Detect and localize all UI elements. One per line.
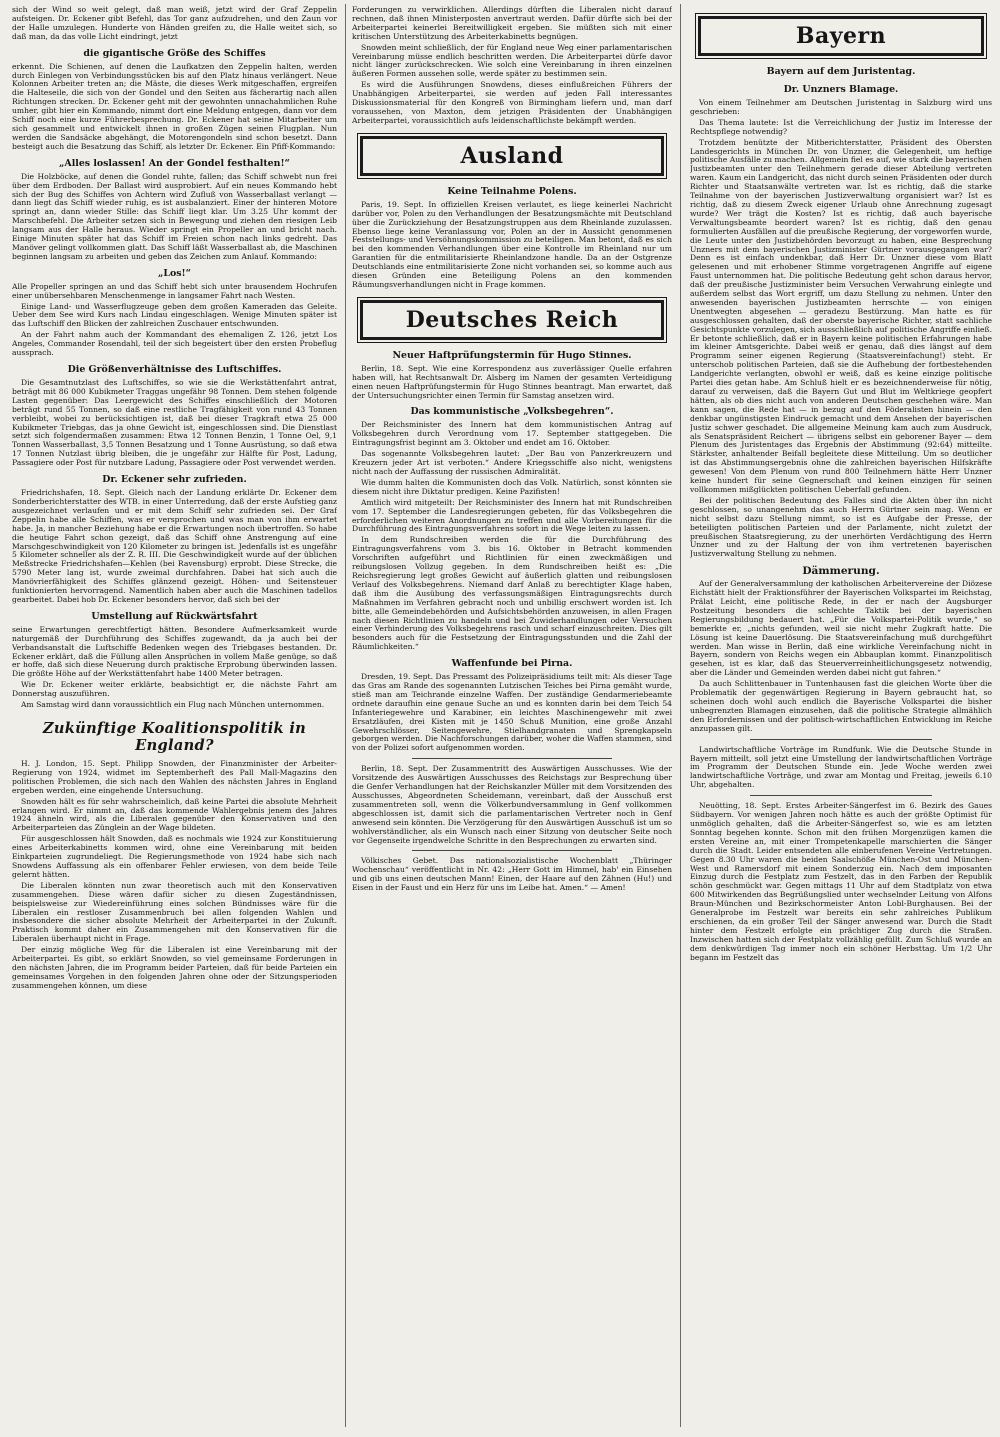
paragraph: Forderungen zu verwirklichen. Allerdings dürften die Liberalen nicht darauf rechnen, daß ihnen Ministerposten anvertraut werden. Dafür dürfte sich bei der Arbeiterpartei keinerlei Bereitwilligkeit ergeben. Sie müßten sich mit einer kritischen Unterstützung des Arbeiterkabinetts begnügen. xyxy=(352,6,672,41)
command-shout: „Los!“ xyxy=(157,267,192,279)
column-1 xyxy=(12,6,337,1429)
subheading: Neuer Haftprüfungstermin für Hugo Stinnes. xyxy=(392,349,632,361)
subheading: Die Größenverhältnisse des Luftschiffes. xyxy=(67,364,282,375)
column-rule xyxy=(680,4,681,1427)
subheading: Bayern auf dem Juristentag. xyxy=(766,66,916,77)
column-rule xyxy=(345,4,346,1427)
paragraph: Berlin, 18. Sept. Wie eine Korrespondenz aus zuverlässiger Quelle erfahren haben will, hat Rechtsanwalt Dr. Alsberg im Namen der gesamten Verteidigung einen neuen Haftprüfungstermin für Hugo Stinnes beantragt. Man erwartet, daß der Untersuchungsrichter einen Termin für Samstag ansetzen wird. xyxy=(352,363,672,400)
subheading: Waffenfunde bei Pirna. xyxy=(451,658,573,670)
paragraph: Neuötting, 18. Sept. Erstes Arbeiter-Sängerfest im 6. Bezirk des Gaues Südbayern. Vor wenigen Jahren noch hätte es auch der größte Optimist für unmöglich gehalten, daß die Arbeiter-Sängerfest so, wie es am letzten Sonntag begehen konnte. Schon mit den frühen Morgenzügen kamen die ersten Vereine an, mit einer Trompetenkapelle marschierten die Sänger durch die Stadt. Leider entsendeten alle einberufenen Vereine Vertretungen. Gegen 8.30 Uhr waren die beiden Saalschöße München-Ost und München-West und Ramersdorf mit einem Sonderzug ein. Nach dem imposanten Einzug durch die Festplatz zum Festzelt, das in den Farben der Republik schön geschmückt war. Gegen mittags 11 Uhr auf dem Stadtplatz von etwa 600 Mitwirkenden das Begrüßungslied unter wechselnder Leitung von Alfons Braun-München und Bezirkschormeister Anton Lobl-Burghausen. Bei der Generalprobe im Festzelt war bereits ein sehr zahlreiches Publikum erschienen, da ein großer Teil der Sänger anwesend war. Durch die Stadt hinter dem Festzelt erfolgte ein prächtiger Zug durch die Straßen. Inzwischen hatten sich der Festplatz vollzählig gefüllt. Zum Schluß wurde an dem denkwürdigen Tag immer noch ein schöner Herbsttag. Um 1/2 Uhr begann im Festzelt das xyxy=(690,801,992,962)
paragraph: Snowden hält es für sehr wahrscheinlich, daß keine Partei die absolute Mehrheit erlangen wird. Er nimmt an, daß das kommende Wahlergebnis jenem des Jahres 1924 ähneln wird, als die Liberalen gegenüber den Konservativen und den Arbeiterparteien das Zünglein an der Wage bildeten. xyxy=(12,796,337,833)
paragraph: Es wird die Ausführungen Snowdens, dieses einflußreichen Führers der Unabhängigen Arbeiterpartei, sie werden auf jeden Fall interessantes Diskussionsmaterial für den Kongreß von Birmingham liefern und, man darf voraussehen, von Maxton, dem jetzigen Präsidenten der Unabhängigen Arbeiterpartei, voraussichtlich aufs leidenschaftlichste bekämpft werden. xyxy=(352,80,672,125)
subheading: Das kommunistische „Volksbegehren“. xyxy=(410,406,614,418)
paragraph: Wie dumm halten die Kommunisten doch das Volk. Natürlich, sonst könnten sie diesem nicht ihre Diktatur predigen. Keine Pazifisten! xyxy=(352,477,672,496)
paragraph: Von einem Teilnehmer am Deutschen Juristentag in Salzburg wird uns geschrieben: xyxy=(690,98,992,116)
separator-line xyxy=(750,739,932,740)
section-header-bayern: Bayern xyxy=(698,16,984,56)
subheading: Dämmerung. xyxy=(802,565,880,578)
paragraph: Das Thema lautete: Ist die Verreichlichung der Justiz im Interesse der Rechtspflege notwendig? xyxy=(690,117,992,136)
paragraph: Die Gesamtnutzlast des Luftschiffes, so wie sie die Werkstättenfahrt antrat, beträgt mit 86 000 Kubikmeter Traggas ungefähr 98 Tonnen. Dem stehen folgende Lasten gegenüber: Das Leergewicht des Schiffes einschließlich der Motoren beträgt rund 55 Tonnen, so daß eine restliche Tragfähigkeit von rund 43 Tonnen verbleibt, wobei zu berücksichtigen ist, daß bei dieser Tragkraft etwa 25 000 Kubikmeter Triebgas, das ja ohne Gewicht ist, eingeschlossen sind. Die Dienstlast setzt sich folgendermaßen zusammen: Etwa 12 Tonnen Benzin, 1 Tonne Oel, 9,1 Tonnen Wasserballast, 3,5 Tonnen Besatzung und 1 Tonne Ausrüstung, so daß etwa 17 Tonnen Nutzlast übrig bleiben, die je ungefähr zur Hälfte für Post, Ladung, Passagiere oder Post für nutzbare Ladung, Passagiere oder Post verwendet werden. xyxy=(12,378,337,468)
paragraph: Alle Propeller springen an und das Schiff hebt sich unter brausendem Hochrufen einer unübersehbaren Menschenmenge in langsamer Fahrt nach Westen. xyxy=(12,281,337,300)
paragraph: Der einzig mögliche Weg für die Liberalen ist eine Vereinbarung mit der Arbeiterpartei. Es gibt, so erklärt Snowden, so viel gemeinsame Forderungen in den nächsten Jahren, die im Programm beider Parteien, daß für beide Parteien ein gemeinsames Vorgehen in den folgenden Jahren ohne oder der Sitzungsperioden zusammengehen können, um diese xyxy=(12,945,337,990)
paragraph: erkennt. Die Schienen, auf denen die Laufkatzen den Zeppelin halten, werden durch Einlegen von Verbindungsstücken bis auf den Platz hinaus verlängert. Neue Kolonnen Arbeiter treten an; die Mäste, die dieses Werk mitgeschaffen, ergreifen die Halteseile, die sich von der Gondel und den Seiten aus fächerartig nach allen Richtungen strecken. Dr. Eckener geht mit der gewohnten unnachahmlichen Ruhe umher, gibt hier ein Kommando, nimmt dort eine Meldung entgegen, dann vor dem Schiff noch eine kurze Führerbesprechung. Dr. Eckener hat seine Mitarbeiter um sich gesammelt und entwickelt ihnen in großen Zügen seinen Flugplan. Nun werden die Sandsäcke abgehängt, die Motorengondeln sind schon besetzt. Dann besteigt auch die Besatzung das Schiff, als letzter Dr. Eckener. Ein Pfiff-Kommando: xyxy=(12,61,337,151)
paragraph: H. J. London, 15. Sept. Philipp Snowden, der Finanzminister der Arbeiter-Regierung von 1924, widmet im Septemberheft des Pall Mall-Magazins den politischen Problemen, die sich nach den Wahlen des nächsten Jahres in England ergeben werden, eine eingehende Untersuchung. xyxy=(12,759,337,795)
paragraph: Die Liberalen könnten nun zwar theoretisch auch mit den Konservativen zusammengehen. Diese wären dafür sicher zu diesen Zugeständnissen, beispielsweise zur Wiedereinführung eines solchen Bündnisses wäre für die Liberalen ein restloser Zusammenbruch bei allen folgenden Wahlen und insbesondere die sicher absolute Mehrheit der Arbeiterpartei in der Zukunft. Praktisch kommt daher ein Zusammengehen mit den Konservativen für die Liberalen überhaupt nicht in Frage. xyxy=(12,880,337,944)
paragraph: In dem Rundschreiben werden die für die Durchführung des Eintragungsverfahrens vom 3. bis 16. Oktober in Betracht kommenden Vorschriften aufgeführt und Richtlinien für einen zweckmäßigen und reibungslosen Vollzug gegeben. In dem Rundschreiben heißt es: „Die Reichsregierung legt großes Gewicht auf äußerlich glatten und reibungslosen Verlauf des Volksbegehrens. Niemand darf Anlaß zu berechtigter Klage haben, daß ihm die Ausübung des verfassungsmäßigen Eintragungsrechts durch Maßnahmen im Verfahren gebracht noch und unbillig erschwert worden ist. Ich bitte, alle Gemeindebehörden und Aufsichtsbehörden anzuweisen, in allen Fragen nach diesen Richtlinien zu handeln und bei Zuwiderhandlungen oder Versuchen einer Verhinderung des Volksbegehrens rasch und scharf einzuschreiten. Dies gilt besonders auch für die Festsetzung der Eintragungsstunden und die Zahl der Räumlichkeiten.“ xyxy=(352,535,672,652)
paragraph: Am Samstag wird dann voraussichtlich ein Flug nach München unternommen. xyxy=(21,700,325,710)
paragraph: Auf der Generalversammlung der katholischen Arbeitervereine der Diözese Eichstätt hielt der Fraktionsführer der Bayerischen Volkspartei im Reichstag, Prälat Leicht, eine politische Rede, in der er nach der Augsburger Postzeitung besonders die schlechte Taktik bei der bayerischen Regierungsbildung bedauert hat. „Für die Volkspartei-Politik wurde,“ so bemerkte er, „nichts gefunden, weil sie nicht mehr Zugkraft hatte. Die Lösung ist keine Dauerlösung. Die Staatsvereinfachung muß durchgeführt werden. Man wisse in Berlin, daß eine wirkliche Vereinfachung nicht in Bayern, sondern von Reichs wegen ein Abbauplan kommt. Finanzpolitisch gesehen, ist es klar, daß das Steuerverreinheitlichungsgesetz notwendig, aber die Länder und Gemeinden werden dabei nicht gut fahren.“ xyxy=(690,579,992,678)
paragraph: Der Reichsminister des Innern hat dem kommunistischen Antrag auf Volksbegehren durch Verordnung vom 17. September stattgegeben. Die Eintragungsfrist beginnt am 3. Oktober und endet am 16. Oktober. xyxy=(352,420,672,448)
paragraph: Für ausgeschlossen hält Snowden, daß es nochmals wie 1924 zur Konstituierung eines Arbeiterkabinetts kommen wird, ohne eine Vereinbarung mit beiden Einkparteien zugrundeliegt. Die Regierungsmethode von 1924 habe sich nach Snowdens Auffassung als ein offenbarer Fehler erwiesen, von dem beide Teile gelernt hätten. xyxy=(12,834,337,879)
subheading: Umstellung auf Rückwärtsfahrt xyxy=(91,610,258,622)
paragraph: Berlin, 18. Sept. Der Zusammentritt des Auswärtigen Ausschusses. Wie der Vorsitzende des Auswärtigen Ausschusses des Reichstags zur Besprechung über die Genfer Verhandlungen hat der Reichskanzler Müller mit dem Vorsitzenden des Ausschusses, Abgeordneten Scheidemann, vereinbart, daß der Ausschuß erst zusammentreten soll, wenn die Völkerbundversammlung in Genf vollkommen abgeschlossen ist, damit sich die parlamentarischen Vertreter noch in Genf anwesend sein könnten. Die Verzögerung für den Auswärtigen Ausschuß ist um so wohlverständlicher, als ein Wunsch nach einer Sitzung von deutscher Seite noch vor Gegenseite irgendwelche Schritte in den Besprechungen zu erwarten sind. xyxy=(352,764,672,845)
paragraph: Trotzdem benützte der Mitberichterstatter, Präsident des Obersten Landesgerichts in München Dr. von Unzner, die Gelegenheit, um heftige politische Ausfälle zu machen. Allgemein fiel es auf, wie stark die bayerischen Justizbeamten unter den Teilnehmern gerade dieser Abteilung vertreten waren. Kaum ein Landgericht, das nicht durch seinen Präsidenten oder durch Richter und Staatsanwälte vertreten war. Ist es richtig, daß die starke Teilnahme von der bayerischen Justizverwaltung organisiert war? Ist es richtig, daß zu diesem Zweck eigener Urlaub ohne Anrechnung zugesagt wurde? Wer trägt die Kosten? Ist es richtig, daß auch bayerische Verwaltungsbeamte beordert waren? Ist es richtig, daß den genau formulierten Ausfällen auf die preußische Regierung, der vorgeworfen wurde, die Leute unter den Justizbehörden bevorzugt zu haben, eine Besprechung Unzners mit dem bayerischen Justizminister Gürtner vorausgegangen war? Denn es ist einfach undenkbar, daß Herr Dr. Unzner diese vom Blatt gelesenen und mit erhobener Stimme vorgetragenen Angriffe auf eigene Faust unternommen hat. Die politische Bedeutung geht schon daraus hervor, daß der preußische Justizminister beim Versuchen Verwahrung einlegte und außerdem selbst das Wort ergriff, um dazu Stellung zu nehmen. Unter den anwesenden bayerischen Justizbeamten herrschte — von einigen Unentwegten abgesehen — geradezu Bestürzung. Man hatte es für ausgeschlossen gehalten, daß der oberste bayerische Richter, statt sachliche Gesichtspunkte vorzulegen, sich ausschließlich auf politische Angriffe einließ. Er betonte schließlich, daß er in Bayern keine politischen Erfahrungen habe im kleiner Amtsgerichte. Dabei weiß er genau, daß dies längst auf dem Programm seiner eigenen Regierung (Staatsvereinfachung!) steht. Er unterschob politischen Parteien, daß sie die Aufhebung der fortbestehenden Landgerichte verlangten, obwohl er weiß, daß es keine einzige politische Partei dies getan habe. Am Schluß hielt er es bezeichnenderweise für nötig, darauf zu verweisen, daß die Bayern Gut und Blut im Weltkriege geopfert hätten, als ob dies nicht auch von anderen Deutschen geschehen wäre. Man kann sagen, die Rede hat — in bezug auf den Föderalisten hinein — den denkbar ungünstigsten Eindruck gemacht und dem Ansehen der bayerischen Justiz schwer geschadet. Die allgemeine Meinung kam auch zum Ausdruck, als Senatspräsident Reichert — übrigens selbst ein geborener Bayer — dem Plenum des Juristentages das Ergebnis der Abstimmung (92:64) mitteilte. Stärkster, anhaltender Beifall begleitete diese Mitteilung. Um so deutlicher ist das Abstimmungsergebnis ohne die zahlreichen bayerischen Hilfskräfte gewesen! Von dem Plenum von rund 800 Teilnehmern hätte Herr Unzner keine hundert für seine Gegnerschaft und keinen einzigen für seinen vollkommen mißglückten politischen Ueberfall gefunden. xyxy=(690,137,992,494)
paragraph: sich der Wind so weit gelegt, daß man weiß, jetzt wird der Graf Zeppelin aufsteigen. Dr. Eckener gibt Befehl, das Tor ganz aufzudrehen, und den Zaun vor der Halle umzulegen. Hunderte von Händen greifen zu, die Halle weitet sich, so daß man, da das volle Licht eindringt, jetzt xyxy=(12,6,337,41)
separator-line xyxy=(750,795,932,796)
paragraph: Paris, 19. Sept. In offiziellen Kreisen verlautet, es liege keinerlei Nachricht darüber vor, Polen zu den Verhandlungen der Besatzungsmächte mit Deutschland über die Zurückziehung der Besatzungstruppen aus dem Rheinlande zuzulassen. Ebenso liege keine Veranlassung vor, Polen an der in Aussicht genommenen Feststellungs- und Versöhnungskommission zu beteiligen. Man betont, daß es sich bei den kommenden Verhandlungen über eine Kontrolle im Rheinland nur um Garantien für die entmilitarisierte Rheinlandzone handle. Da an der Ostgrenze Deutschlands eine entmilitarisierte Zone nicht vorhanden sei, so komme auch aus diesen Gründen eine Beteiligung Polens an den kommenden Räumungsverhandlungen nicht in Frage kommen. xyxy=(352,199,672,289)
column-2 xyxy=(352,6,672,1429)
subheading: die gigantische Größe des Schiffes xyxy=(83,47,266,59)
paragraph: Völkisches Gebet. Das nationalsozialistische Wochenblatt „Thüringer Wochenschau“ veröffentlicht in Nr. 42: „Herr Gott im Himmel, hab' ein Einsehen und gib uns einen deutschen Mann! Einen, der Haare auf den Zähnen (Hu!) und Eisen in der Faust und ein Herz für uns im Leibe hat. Amen.“ — Amen! xyxy=(352,856,672,893)
paragraph: Die Holzböcke, auf denen die Gondel ruhte, fallen; das Schiff schwebt nun frei über dem Erdboden. Der Ballast wird ausprobiert. Auf ein neues Kommando hebt sich der Bug des Schiffes von Achtern wird Zufluß von Wasserballast verlangt — dann liegt das Schiff wieder ruhig, es ist ausbalanziert. Einer der hinteren Motore springt an, dann wieder Stille: das Schiff liegt klar. Um 3.25 Uhr kommt der Marschbefehl. Die Arbeiter setzen sich in Bewegung und ziehen den riesigen Leib langsam aus der Halle heraus. Wieder springt ein Propeller an und bricht nach. Einige Minuten später hat das Schiff im Freien schon nach links gedreht. Das Manöver gelingt vollkommen glatt. Das Schiff läßt Wasserballast ab, die Maschinen beginnen langsam zu arbeiten und geben das Zeichen zum Anlauf. Kommando: xyxy=(12,171,337,261)
paragraph: Snowden meint schließlich, der für England neue Weg einer parlamentarischen Vereinbarung müsse endlich beschritten werden. Die Arbeiterpartei dürfe davor nicht länger zurückschrecken. Wie solch eine Vereinbarung in ihren einzelnen äußeren Formen aussehen solle, werde später zu bestimmen sein. xyxy=(352,42,672,79)
command-shout: „Alles loslassen! An der Gondel festhalten!“ xyxy=(59,157,290,169)
column-3 xyxy=(690,6,992,1429)
article-headline: Zukünftige Koalitionspolitik in England? xyxy=(42,720,307,754)
paragraph: Bei der politischen Bedeutung des Falles sind die Akten über ihn nicht geschlossen, so unangenehm das auch Herrn Gürtner sein mag. Wenn er nicht selbst dazu Stellung nimmt, so ist es Aufgabe der Presse, der beteiligten politischen Parteien und der Parlamente, nicht zuletzt der preußischen Staatsregierung, zu der unerhörten Verdächtigung des Herrn Unzner und zu der Haltung der von ihm vertretenen bayerischen Justizverwaltung Stellung zu nehmen. xyxy=(690,495,992,559)
section-header-deutsches-reich: Deutsches Reich xyxy=(360,300,664,340)
paragraph: Das sogenannte Volksbegehren lautet: „Der Bau von Panzerkreuzern und Kreuzern jeder Art ist verboten.“ Andere Kriegsschiffe also nicht, wenigstens nicht nach der Auffassung der russischen Admiralität. xyxy=(352,449,672,476)
paragraph: Wie Dr. Eckener weiter erklärte, beabsichtigt er, die nächste Fahrt am Donnerstag auszuführen. xyxy=(12,680,337,699)
separator-line xyxy=(412,758,612,759)
paragraph: seine Erwartungen gerechtfertigt hätten. Besondere Aufmerksamkeit wurde naturgemäß der Durchführung des Schiffes zugewandt, da ja auch bei der Verbandsanstalt die Luftschiffe Bedenken wegen des Triebgases bestanden. Dr. Eckener erklärt, daß die Füllung allen Ansprüchen in vollem Maße genüge, so daß er hoffe, daß sich diese Neuerung durch praktische Erprobung überwinden lassen. Die größte Höhe auf der Werkstättenfahrt habe 1400 Meter betragen. xyxy=(12,624,337,679)
paragraph: An der Fahrt nahm auch der Kommandant des ehemaligen Z. 126, jetzt Los Angeles, Commander Rosendahl, teil der sich begeistert über den ersten Probeflug aussprach. xyxy=(12,330,337,358)
paragraph: Da auch Schlittenbauer in Tuntenhausen fast die gleichen Worte über die Problematik der gegenwärtigen Regierung in Bayern gebraucht hat, so scheinen doch wohl auch endlich die Bayerische Volkspartei die bisher unbegrenzten Blamagen einzusehen, daß die politische Strategie allmählich den Erfordernissen und der politisch-wirtschaftlichen Entwicklung im Reiche anzupassen gilt. xyxy=(690,679,992,733)
separator-line xyxy=(412,850,612,851)
paragraph: Landwirtschaftliche Vorträge im Rundfunk. Wie die Deutsche Stunde in Bayern mitteilt, soll jetzt eine Umstellung der landwirtschaftlichen Vorträge im Programm der Deutschen Stunde ein. Jede Woche werden zwei landwirtschaftliche Vorträge, und zwar am Montag und Freitag, jeweils 6.10 Uhr, abgehalten. xyxy=(690,744,992,790)
subheading: Keine Teilnahme Polens. xyxy=(447,185,577,197)
subheading: Dr. Eckener sehr zufrieden. xyxy=(102,474,247,486)
paragraph: Dresden, 19. Sept. Das Pressamt des Polizeipräsidiums teilt mit: Als dieser Tage das Gras am Rande des sogenannten Lutzischen Teiches bei Pirna gemäht wurde, stieß man am Teichrande einzelne Waffen. Der zuständige Gendarmeriebeamte ordnete daraufhin eine genaue Suche an und es konnten darin bei dem Teich 54 Infanteriegewehre und Karabiner, ein leichtes Maschinengewehr mit zwei Ersatzläufen, drei Kisten mit je 1450 Schuß Munition, eine große Anzahl Gewehrschlösser, Seitengewehre, Stielhandgranaten und Sprengkapseln geborgen werden. Die Nachforschungen darüber, woher die Waffen stammen, sind von der Polizei sofort aufgenommen worden. xyxy=(352,672,672,753)
paragraph: Friedrichshafen, 18. Sept. Gleich nach der Landung erklärte Dr. Eckener dem Sonderberichterstatter des WTB. in einer Unterredung, daß der erste Aufstieg ganz ausgezeichnet verlaufen und er mit dem Schiff sehr zufrieden sei. Der Graf Zeppelin habe alle Schiffen, was er versprochen und was man von ihm erwartet habe. Ja, in mancher Beziehung habe er die Erwartungen noch übertroffen. So habe die heutige Fahrt schon gezeigt, daß das Schiff ohne Anstrengung auf eine Marschgeschwindigkeit von 120 Kilometer zu bringen ist. Jedenfalls ist es ungefähr 5 Kilometer schneller als der Z. R. III. Die Geschwindigkeit wurde auf der üblichen Meßstrecke Friedrichshafen—Kehlen (bei Ravensburg) erprobt. Diese Strecke, die 5790 Meter lang ist, wurde zweimal durchfahren. Dabei hat sich auch die Manövrierfähigkeit des Schiffes glänzend gezeigt. Höhen- und Seitensteuer funktionierten hervorragend. Namentlich haben aber auch die Maschinen tadellos gearbeitet. Dabei hob Dr. Eckener besonders hervor, daß sich bei der xyxy=(12,488,337,604)
paragraph: Einige Land- und Wasserflugzeuge geben dem großen Kameraden das Geleite. Ueber dem See wird Kurs nach Lindau eingeschlagen. Wenige Minuten später ist das Luftschiff den Blicken der zahlreichen Zuschauer entschwunden. xyxy=(12,301,337,329)
paragraph: Amtlich wird mitgeteilt: Der Reichsminister des Innern hat mit Rundschreiben vom 17. September die Landesregierungen gebeten, für das Volksbegehren die erforderlichen weiteren Anordnungen zu treffen und alle Vorbereitungen für die Durchführung des Eintragungsverfahrens sofort in die Wege leiten zu lassen. xyxy=(352,497,672,534)
subheading: Dr. Unzners Blamage. xyxy=(783,84,899,95)
section-header-ausland: Ausland xyxy=(360,136,664,176)
